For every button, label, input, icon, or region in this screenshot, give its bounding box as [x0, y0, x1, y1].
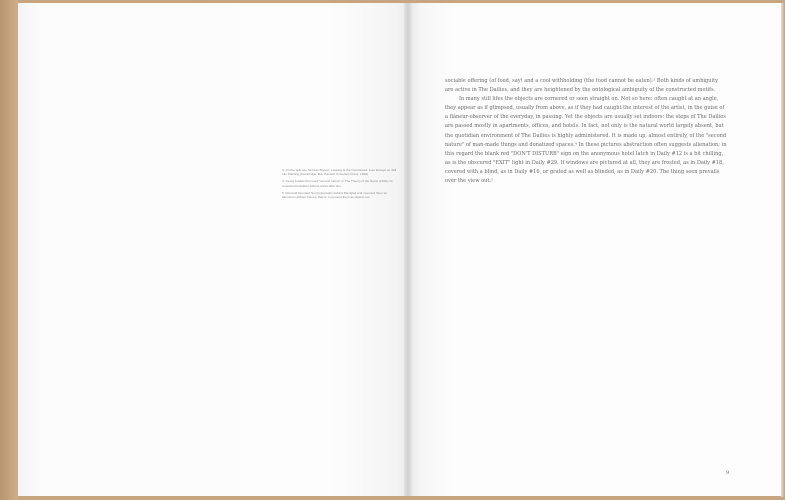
book-cover-edge — [0, 0, 18, 500]
footnotes — [282, 168, 400, 202]
footnote-3: 3. On the split see Norman Bryson, Looking at the Overlooked: Four Essays on Still Life Painting (Cambridge, MA: Harvard University Press, 1990). — [282, 168, 397, 177]
paragraph-1: sociable offering (of food, say) and a cool withholding (the food cannot be eaten).³ Both kinds of ambiguity are active in The Dailies, and they are heightened by the ontological ambiguity of the constructed motifs. — [445, 78, 719, 94]
footnote-4: 4. Georg Lukács first used "second nature" in The Theory of the Novel (1916); its renowned Frankfurt School critics after him. — [282, 179, 393, 188]
footnote-5: 5. Demand intended his photographs behind Plexiglas and mounted them as aluminum without frames; that is, to present them as objects too. — [282, 190, 387, 200]
body-text — [445, 77, 728, 186]
paragraph-2: In many still lifes the objects are cornered or seen straight on. Not so here: often caught at an angle, they appear as if glimpsed, usually from above, as if they had caught the interest of the artist, in the guise of a flâneur-observer of the everyday, in passing. Yet the objects are usually set indoors: the steps of The Dailies are passed mostly in apartments, offices, and hotels. In fact, not only is the natural world largely absent, but the quotidian environment of The Dailies is highly administered. It is made up, almost entirely, of the "second nature" of man-made things and donatized spaces.⁴ In these pictures abstraction often suggests alienation; in this regard the blank red "DON'T DISTURB" sign on the anonymous hotel latch in Daily #12 is a bit chilling, as is the obscured "EXIT" light in Daily #29. If windows are pictured at all, they are frosted, as in Daily #18, covered with a blind, as in Daily #16, or grated as well as blinded, as in Daily #20. The thing seen prevails over the view out.⁵ — [445, 96, 727, 185]
left-page — [18, 3, 408, 496]
page-edge — [781, 3, 785, 497]
page-number: 9 — [726, 470, 730, 476]
book-gutter — [404, 3, 412, 496]
